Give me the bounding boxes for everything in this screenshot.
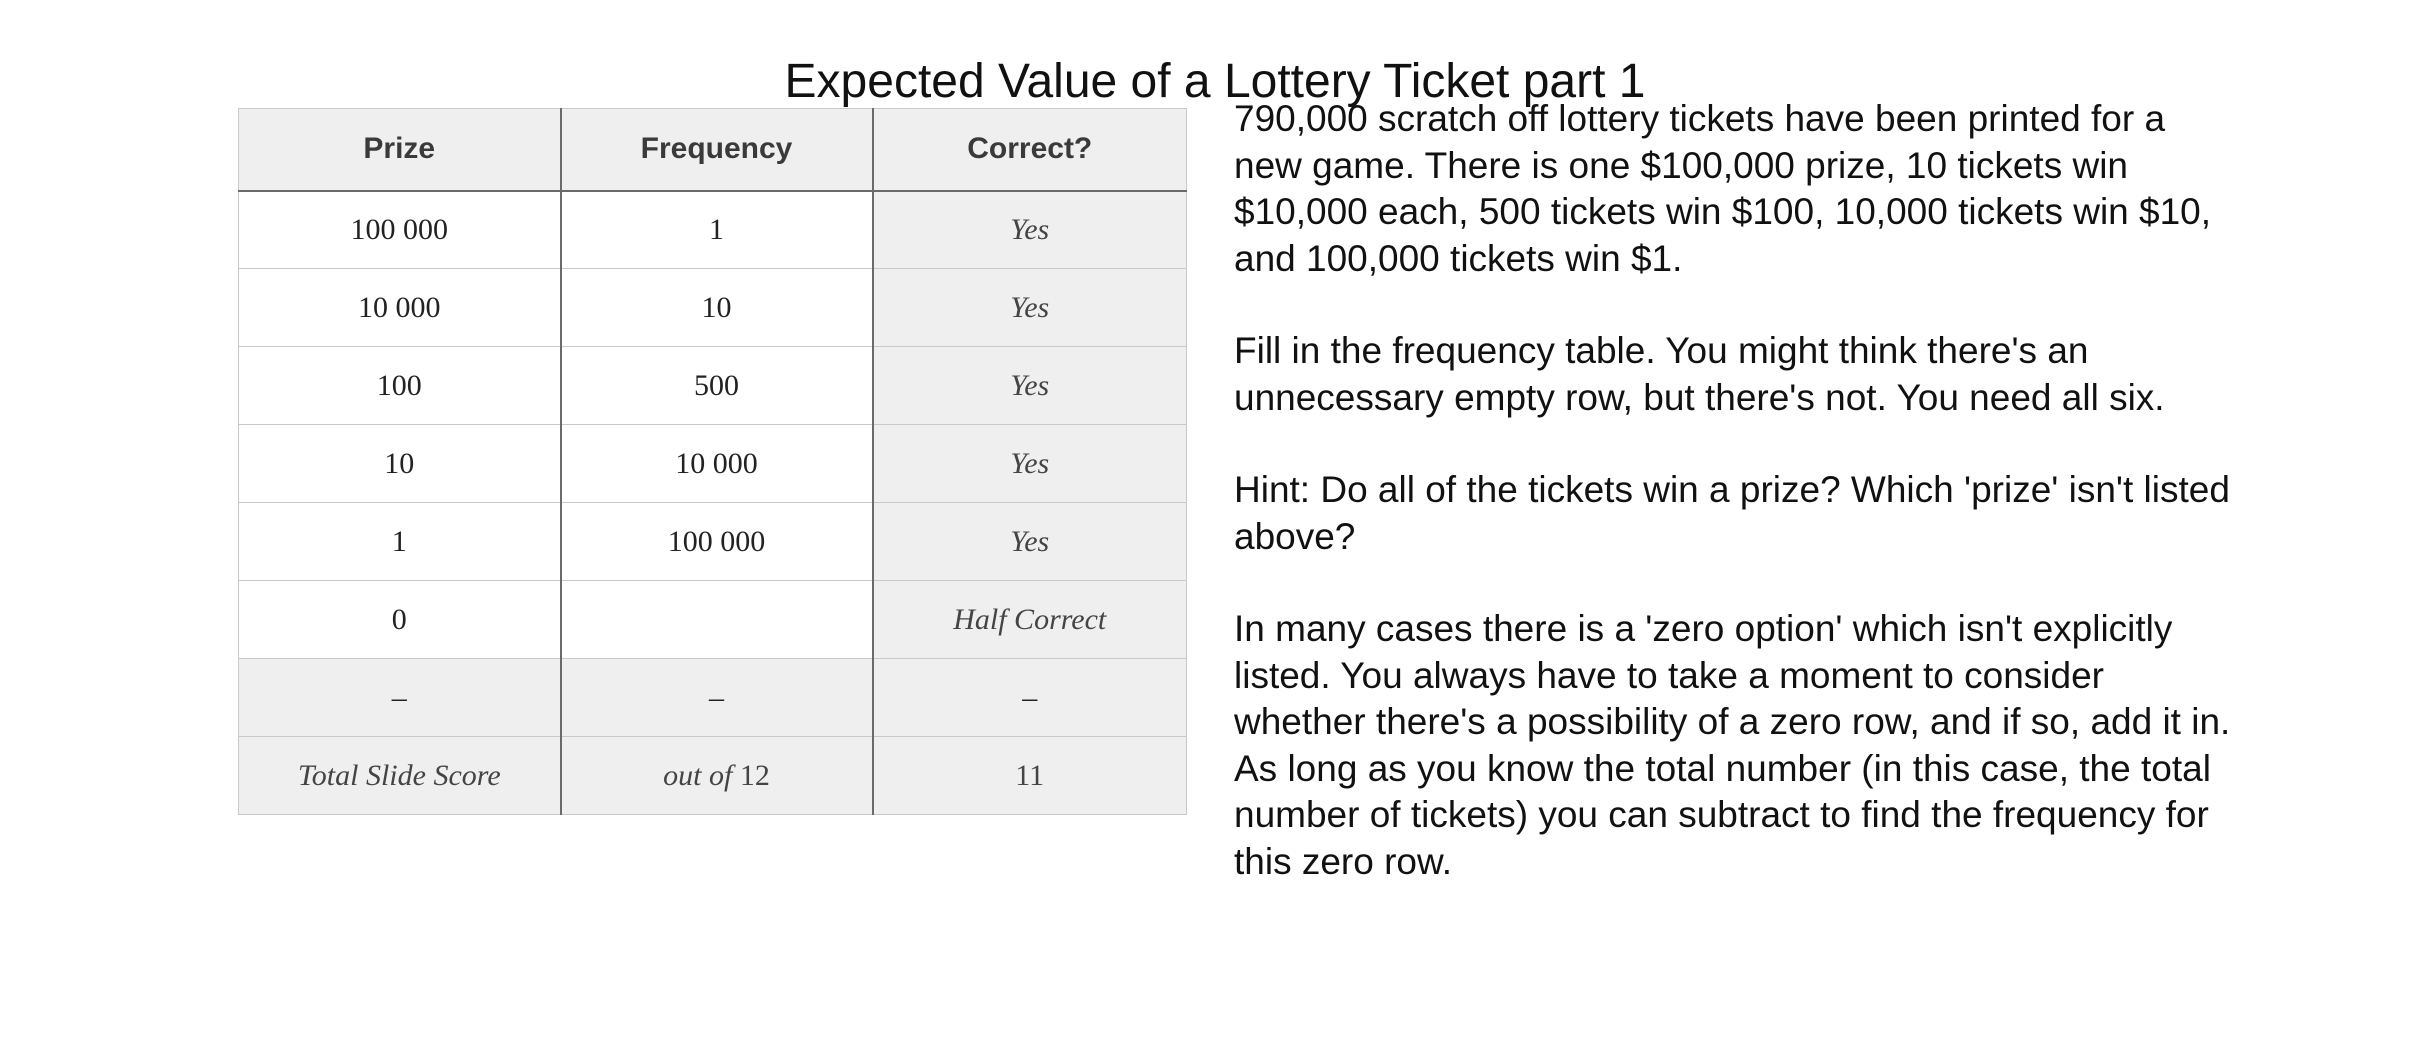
prize-cell[interactable]: 100 000 — [239, 191, 561, 269]
table-row — [239, 425, 1187, 503]
frequency-cell[interactable]: 100 000 — [561, 503, 873, 581]
page-title: Expected Value of a Lottery Ticket part 1 — [784, 55, 1646, 109]
table-row — [239, 347, 1187, 425]
correct-cell: Half Correct — [873, 581, 1187, 659]
prize-cell[interactable]: 0 — [239, 581, 561, 659]
correct-cell: Yes — [873, 347, 1187, 425]
header-frequency: Frequency — [561, 109, 873, 191]
blank-frequency-cell: – — [561, 659, 873, 737]
task-instruction: Fill in the frequency table. You might think there's an unnecessary empty row, but there's not. You need all six. — [1234, 330, 2165, 418]
correct-cell: Yes — [873, 503, 1187, 581]
header-correct: Correct? — [873, 109, 1187, 191]
prize-cell[interactable]: 100 — [239, 347, 561, 425]
blank-prize-cell: – — [239, 659, 561, 737]
correct-cell: Yes — [873, 425, 1187, 503]
problem-statement: 790,000 scratch off lottery tickets have been printed for a new game. There is one $100,000 prize, 10 tickets win $10,000 each, 500 tickets win $100, 10,000 tickets win $10, and 100,000 tickets win $1. — [1234, 98, 2212, 279]
out-of-value: 12 — [739, 758, 770, 792]
header-prize: Prize — [239, 109, 561, 191]
zero-option-explanation: In many cases there is a 'zero option' which isn't explicitly listed. You always have to take a moment to consider whether there's a possibility of a zero row, and if so, add it in. As long as you know the total number (in this case, the total number of tickets) you can subtract to find the frequency for this zero row. — [1234, 608, 2231, 882]
table-row — [239, 269, 1187, 347]
blank-correct-cell: – — [873, 659, 1187, 737]
frequency-cell[interactable]: 1 — [561, 191, 873, 269]
table-row — [239, 191, 1187, 269]
table-row — [239, 503, 1187, 581]
total-score-value: 11 — [873, 737, 1187, 815]
out-of-cell — [561, 737, 873, 815]
prize-cell[interactable]: 1 — [239, 503, 561, 581]
frequency-cell[interactable]: 500 — [561, 347, 873, 425]
frequency-input-cell[interactable] — [561, 581, 873, 659]
hint-text: Hint: Do all of the tickets win a prize? Which 'prize' isn't listed above? — [1234, 469, 2230, 557]
blank-row — [239, 659, 1187, 737]
prize-cell[interactable]: 10 000 — [239, 269, 561, 347]
total-score-row — [239, 737, 1187, 815]
total-score-label: Total Slide Score — [239, 737, 561, 815]
frequency-cell[interactable]: 10 — [561, 269, 873, 347]
prize-cell[interactable]: 10 — [239, 425, 561, 503]
correct-cell: Yes — [873, 269, 1187, 347]
instructions-panel — [1234, 96, 2234, 931]
frequency-cell[interactable]: 10 000 — [561, 425, 873, 503]
frequency-table — [238, 108, 1187, 815]
out-of-prefix: out of — [663, 758, 733, 792]
correct-cell: Yes — [873, 191, 1187, 269]
table-header-row — [239, 109, 1187, 191]
table-row — [239, 581, 1187, 659]
